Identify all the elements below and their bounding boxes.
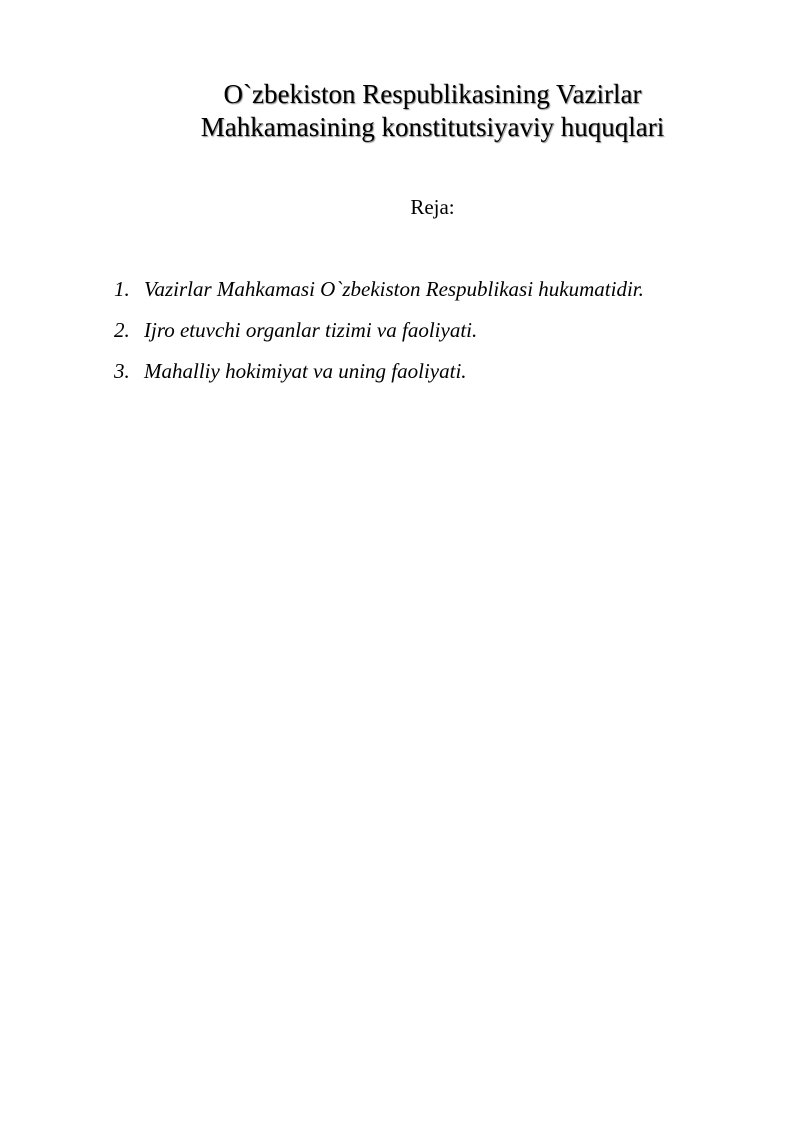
- title-line-1: O`zbekiston Respublikasining Vazirlar: [223, 79, 642, 109]
- plan-item-text: Ijro etuvchi organlar tizimi va faoliyati.: [144, 318, 478, 342]
- plan-item: [114, 276, 754, 302]
- plan-item-number: 3.: [114, 359, 130, 383]
- title-line-2: Mahkamasining konstitutsiyaviy huquqlari: [200, 112, 665, 142]
- plan-item-text: Mahalliy hokimiyat va uning faoliyati.: [144, 359, 467, 383]
- plan-item-text: Vazirlar Mahkamasi O`zbekiston Respublikasi hukumatidir.: [144, 277, 644, 301]
- plan-item-number: 2.: [114, 318, 130, 342]
- plan-heading: Reja:: [410, 195, 455, 219]
- plan-item: [114, 317, 754, 343]
- plan-list: [114, 276, 754, 399]
- plan-item: [114, 358, 754, 384]
- plan-item-number: 1.: [114, 277, 130, 301]
- document-title: [110, 78, 755, 144]
